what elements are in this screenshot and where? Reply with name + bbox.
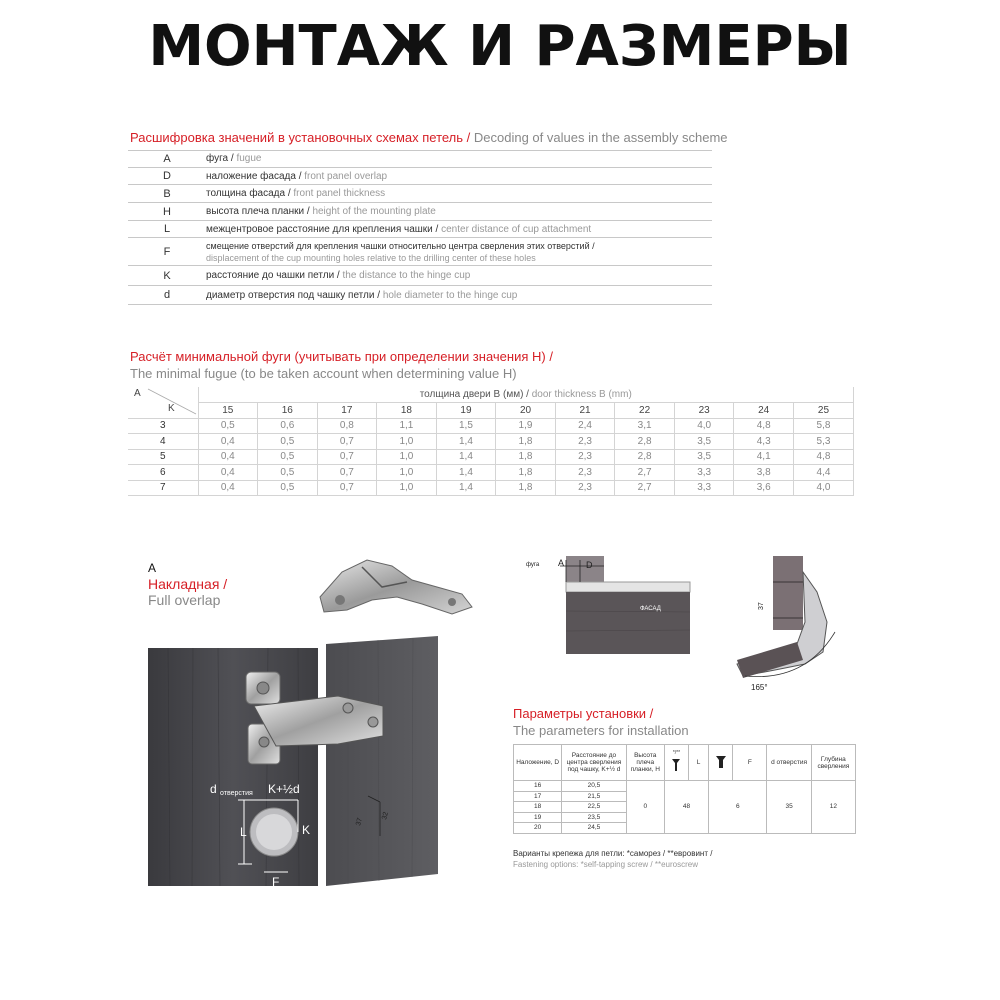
hinge-profile-drawing: [735, 552, 865, 692]
decoding-value: [206, 223, 712, 236]
fugue-value: 2,3: [555, 434, 615, 450]
fugue-row: [128, 480, 854, 496]
fugue-value: 0,4: [198, 434, 258, 450]
screw-icon: [669, 757, 683, 773]
fugue-value: 1,0: [377, 480, 437, 496]
fugue-value: 3,6: [734, 480, 794, 496]
page-title: МОНТАЖ И РАЗМЕРЫ: [148, 14, 852, 79]
fugue-row: [128, 449, 854, 465]
fugue-value: 4,8: [793, 449, 853, 465]
fugue-value: 0,5: [198, 418, 258, 434]
fugue-value: 1,9: [496, 418, 556, 434]
cell-l: 48: [664, 781, 708, 834]
profile-side-panel: [773, 556, 803, 630]
fugue-value: 0,7: [317, 480, 377, 496]
decoding-row: [128, 266, 712, 286]
decoding-value: [206, 269, 712, 282]
params-heading-ru: Параметры установки /: [513, 706, 654, 721]
fugue-value: 4,0: [674, 418, 734, 434]
decoding-ru: высота плеча планки /: [206, 206, 310, 217]
side-panel: [326, 636, 438, 886]
params-table: [513, 744, 856, 834]
fugue-value: 1,0: [377, 465, 437, 481]
label-dim-32: 32: [381, 811, 390, 821]
fugue-value: 1,0: [377, 434, 437, 450]
label-fuga: фуга: [526, 562, 540, 568]
fugue-value: 0,7: [317, 465, 377, 481]
header-f: F: [733, 745, 767, 781]
header-height: Высота плеча планки, H: [626, 745, 664, 781]
decoding-key: K: [163, 269, 171, 282]
decoding-ru: смещение отверстий для крепления чашки относительно центра сверления этих отверстий /: [206, 240, 595, 251]
fugue-header-ru: толщина двери B (мм) /: [419, 389, 529, 400]
cell-f: 6: [709, 781, 767, 834]
hinge-small-illustration: [312, 552, 482, 622]
label-d-sub: отверстия: [220, 790, 253, 797]
column-header: 19: [436, 403, 496, 419]
fugue-value: 1,4: [436, 449, 496, 465]
fugue-value: 4,1: [734, 449, 794, 465]
fugue-value: 1,8: [496, 465, 556, 481]
column-header: 20: [496, 403, 556, 419]
decoding-key: L: [163, 223, 171, 235]
decoding-en: displacement of the cup mounting holes relative to the drilling center of these holes: [206, 252, 536, 263]
column-header: 22: [615, 403, 675, 419]
fugue-value: 3,3: [674, 480, 734, 496]
label-a: A: [558, 558, 565, 568]
decoding-en: front panel thickness: [293, 188, 386, 199]
facade-panel: [566, 592, 690, 654]
label-dim-37: 37: [355, 817, 364, 827]
fugue-value: 5,3: [793, 434, 853, 450]
fugue-columns-row: [128, 403, 854, 419]
fugue-value: 4,3: [734, 434, 794, 450]
header-depth: Глубина сверления: [811, 745, 855, 781]
fugue-value: 2,3: [555, 480, 615, 496]
column-header: 25: [793, 403, 853, 419]
decoding-value: [206, 187, 712, 200]
header-diameter: d отверстия: [767, 745, 811, 781]
fugue-value: 0,8: [317, 418, 377, 434]
column-header: 24: [734, 403, 794, 419]
hinge-arm: [254, 696, 383, 746]
fugue-value: 0,7: [317, 449, 377, 465]
overlap-ru: Накладная /: [148, 576, 228, 592]
decoding-row: [128, 150, 712, 168]
header-distance: Расстояние до центра сверления под чашку, K+½ d: [562, 745, 626, 781]
fugue-table: [128, 387, 854, 496]
fugue-value: 3,5: [674, 434, 734, 450]
fugue-value: 0,5: [258, 480, 318, 496]
decoding-en: height of the mounting plate: [312, 206, 436, 217]
params-row: [514, 781, 856, 792]
fugue-value: 0,5: [258, 465, 318, 481]
fugue-corner-cell: [128, 387, 198, 418]
fugue-row: [128, 465, 854, 481]
corner-a: A: [134, 388, 141, 399]
label-k-half-d: K+½d: [268, 782, 300, 796]
overlap-letter: A: [148, 561, 157, 575]
cell-overlap: 17: [514, 791, 562, 802]
column-header: 21: [555, 403, 615, 419]
decoding-ru: межцентровое расстояние для крепления чашки /: [206, 223, 439, 235]
label-fasad: ФАСАД: [640, 606, 661, 612]
screw-variants: */**: [672, 750, 681, 756]
cell-depth: 12: [811, 781, 855, 834]
cell-overlap: 16: [514, 781, 562, 792]
fugue-value: 1,0: [377, 449, 437, 465]
fastening-en-line: [513, 859, 712, 870]
decoding-key: B: [163, 187, 171, 200]
decoding-value: [206, 170, 712, 183]
params-heading-en: The parameters for installation: [513, 723, 689, 738]
cell-distance: 22,5: [562, 802, 626, 813]
fugue-value: 3,8: [734, 465, 794, 481]
decoding-row: [128, 238, 712, 266]
decoding-en: the distance to the hinge cup: [342, 270, 471, 281]
decoding-value: [206, 152, 712, 165]
decoding-value: [206, 240, 712, 264]
fugue-value: 5,8: [793, 418, 853, 434]
label-k: K: [302, 823, 311, 837]
overlap-en: Full overlap: [148, 592, 221, 608]
row-k: 6: [128, 465, 198, 481]
fugue-value: 2,7: [615, 465, 675, 481]
decoding-heading: [130, 130, 728, 145]
fastening-en: *self-tapping screw / **euroscrew: [580, 860, 698, 869]
decoding-row: [128, 185, 712, 203]
overlap-label: [148, 560, 227, 608]
cell-h: 0: [626, 781, 664, 834]
euroscrew-icon: [714, 754, 728, 770]
row-k: 4: [128, 434, 198, 450]
column-header: 23: [674, 403, 734, 419]
cell-overlap: 18: [514, 802, 562, 813]
corner-k: K: [168, 403, 175, 414]
row-k: 5: [128, 449, 198, 465]
cabinet-edge: [566, 556, 604, 582]
decoding-en: center distance of cup attachment: [441, 223, 592, 235]
fugue-heading-en: The minimal fugue (to be taken account when determining value H): [130, 366, 517, 381]
decoding-ru: диаметр отверстия под чашку петли /: [206, 289, 381, 301]
decoding-key: d: [163, 289, 171, 301]
row-k: 3: [128, 418, 198, 434]
fugue-value: 0,5: [258, 434, 318, 450]
fugue-heading: [130, 348, 553, 382]
decoding-key: H: [163, 205, 171, 218]
fugue-value: 4,0: [793, 480, 853, 496]
params-header-row: [514, 745, 856, 781]
decoding-row: [128, 203, 712, 221]
label-side-37: 37: [758, 602, 765, 610]
fugue-value: 0,6: [258, 418, 318, 434]
decoding-ru: наложение фасада /: [206, 170, 302, 182]
label-f: F: [272, 875, 280, 889]
fugue-value: 2,3: [555, 449, 615, 465]
fugue-value: 0,5: [258, 449, 318, 465]
fugue-value: 0,7: [317, 434, 377, 450]
fugue-value: 1,1: [377, 418, 437, 434]
fugue-row: [128, 418, 854, 434]
fugue-value: 1,4: [436, 434, 496, 450]
decoding-en: hole diameter to the hinge cup: [382, 289, 518, 301]
decoding-key: A: [163, 152, 171, 165]
opened-door: [737, 642, 803, 678]
fugue-value: 1,4: [436, 480, 496, 496]
decoding-heading-en: Decoding of values in the assembly scheme: [473, 130, 728, 145]
column-header: 15: [198, 403, 258, 419]
fugue-value: 1,5: [436, 418, 496, 434]
label-angle: 165°: [751, 683, 768, 692]
fugue-value: 2,7: [615, 480, 675, 496]
decoding-en: front panel overlap: [304, 170, 388, 182]
decoding-ru: фуга /: [206, 153, 234, 164]
door-panel: [148, 648, 318, 886]
label-l: L: [240, 825, 247, 839]
fugue-value: 1,8: [496, 480, 556, 496]
fugue-value: 2,4: [555, 418, 615, 434]
fugue-section-drawing: [520, 556, 690, 656]
decoding-table: [128, 150, 712, 305]
fugue-value: 2,3: [555, 465, 615, 481]
decoding-value: [206, 205, 712, 218]
header-screw: [664, 745, 688, 781]
column-header: 16: [258, 403, 318, 419]
cell-distance: 24,5: [562, 823, 626, 834]
decoding-row: [128, 168, 712, 185]
fastening-note: [513, 848, 712, 870]
cabinet-illustration: [148, 636, 468, 888]
fugue-value: 1,8: [496, 434, 556, 450]
decoding-key: D: [163, 170, 171, 182]
row-k: 7: [128, 480, 198, 496]
decoding-row: [128, 221, 712, 238]
fugue-value: 2,8: [615, 434, 675, 450]
fugue-value: 1,8: [496, 449, 556, 465]
label-d: d: [210, 782, 217, 796]
decoding-heading-ru: Расшифровка значений в установочных схемах петель /: [130, 130, 471, 145]
fugue-value: 0,4: [198, 449, 258, 465]
column-header: 18: [377, 403, 437, 419]
fastening-en-prefix: Fastening options:: [513, 860, 579, 869]
decoding-row: [128, 286, 712, 305]
cell-overlap: 19: [514, 812, 562, 823]
fugue-value: 3,3: [674, 465, 734, 481]
fugue-header-cell: [198, 387, 854, 403]
decoding-key: F: [163, 245, 171, 258]
cell-distance: 21,5: [562, 791, 626, 802]
decoding-ru: толщина фасада /: [206, 188, 291, 199]
cell-overlap: 20: [514, 823, 562, 834]
fugue-value: 4,4: [793, 465, 853, 481]
fugue-value: 1,4: [436, 465, 496, 481]
header-screw-2: [709, 745, 733, 781]
fugue-value: 3,1: [615, 418, 675, 434]
cell-distance: 20,5: [562, 781, 626, 792]
fugue-value: 0,4: [198, 465, 258, 481]
fastening-ru: Варианты крепежа для петли: *саморез / **евровинт /: [513, 849, 713, 858]
params-heading: [513, 705, 689, 739]
fugue-heading-ru: Расчёт минимальной фуги (учитывать при определении значения H) /: [130, 349, 553, 364]
header-l: L: [689, 745, 709, 781]
cell-diameter: 35: [767, 781, 811, 834]
fugue-value: 4,8: [734, 418, 794, 434]
decoding-en: fugue: [236, 153, 262, 164]
header-overlap: Наложение, D: [514, 745, 562, 781]
label-d-overlap: D: [586, 560, 593, 570]
fugue-header-en: door thickness B (mm): [531, 389, 632, 400]
fugue-value: 0,4: [198, 480, 258, 496]
decoding-ru: расстояние до чашки петли /: [206, 270, 340, 281]
decoding-value: [206, 289, 712, 302]
fugue-row: [128, 434, 854, 450]
cell-distance: 23,5: [562, 812, 626, 823]
fugue-value: 3,5: [674, 449, 734, 465]
column-header: 17: [317, 403, 377, 419]
fugue-value: 2,8: [615, 449, 675, 465]
